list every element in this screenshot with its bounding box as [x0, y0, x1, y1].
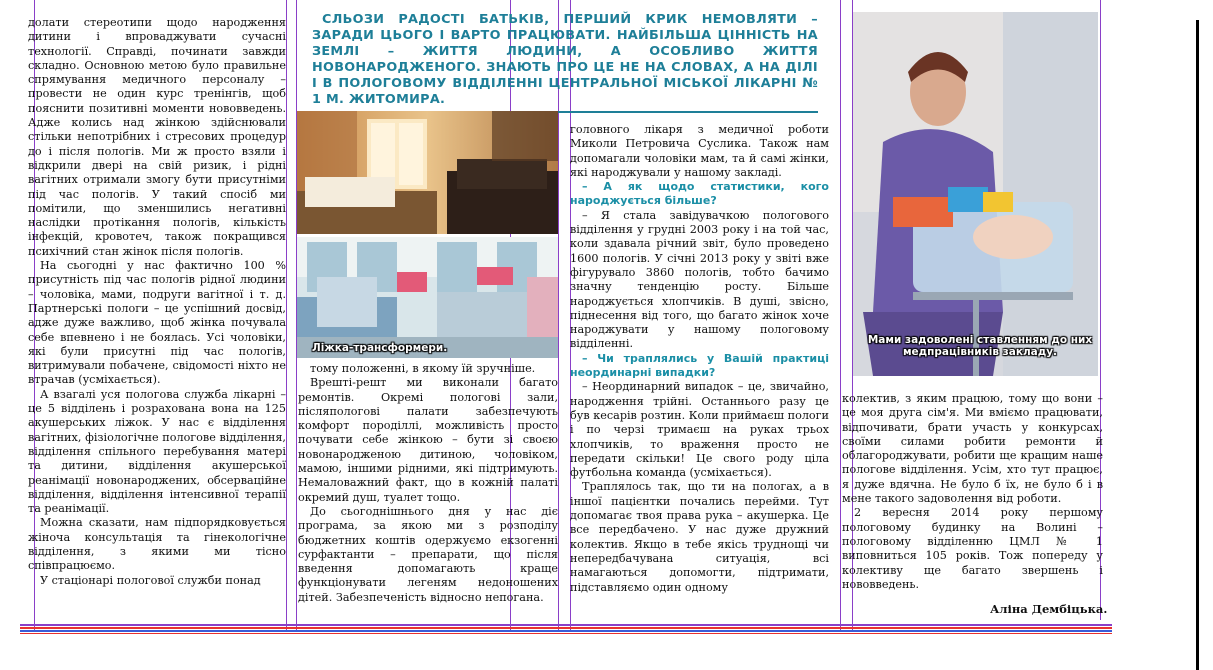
paragraph: Можна сказати, нам підпорядковується жіноча консультація та гінекологічне відділення, з якими ми тісно співпрацюємо.: [28, 516, 286, 573]
bottom-rule: [20, 630, 1112, 632]
interview-question: – Чи траплялись у Вашій практиці неординарні випадки?: [570, 351, 829, 380]
paragraph: головного лікаря з медичної роботи Миколи Петровича Суслика. Також нам допомагали чоловіки мам, та й самі жінки, які народжували у нашому закладі.: [570, 123, 829, 179]
column-3: [570, 123, 829, 595]
paragraph: А взагалі уся пологова служба лікарні – це 5 відділень і розрахована вона на 125 акушерських ліжок. У нас є відділення вагітних, фізіологічне пологове відділення, відділення спільного перебування матері та дитини, відділення акушерської реанімації новонароджених, обсерваційне відділення, відділення інтенсивної терапії та реанімації.: [28, 387, 286, 516]
column-guide: [840, 0, 841, 632]
paragraph: Врешті-решт ми виконали багато ремонтів. Окремі пологові зали, післяпологові палати забезпечують комфорт породіллі, можливість просто почувати себе жінкою – бути зі своєю новонародженою дитиною, чоловіком, мамою, іншими рідними, які підтримують. Немаловажний факт, що в кожній палаті окремий душ, туалет тощо.: [298, 376, 558, 504]
maternity-room-photo: [297, 111, 558, 234]
paragraph: Траплялось так, що ти на пологах, а в іншої пацієнтки почались перейми. Тут допомагає твоя права рука – акушерка. Це все передбачено. У нас дуже дружний колектив. Якщо в тебе якісь труднощі чи непередбачувана ситуація, всі намагаються допомогти, підтримати, підставляємо один одному: [570, 480, 829, 594]
bottom-rule: [20, 627, 1112, 629]
paragraph: – Я стала завідувачкою пологового відділення у грудні 2003 року і на той час, коли здавала річний звіт, було проведено 1600 пологів. У січні 2013 року у звіті вже фігурувало 3860 пологів, тобто бачимо значну тенденцію росту. Більше народжується хлопчиків. В душі, звісно, піднесення від того, що багато жінок хоче народжувати у нашому пологовому відділенні.: [570, 208, 829, 351]
photo-caption: Мами задоволені ставленням до них медпрацівників закладу.: [867, 334, 1093, 358]
bottom-rule: [20, 624, 1112, 626]
page-edge: [1196, 20, 1199, 670]
column-2: [298, 362, 558, 605]
interview-question: – А як щодо статистики, кого народжується більше?: [570, 180, 829, 208]
article-lead: СЛЬОЗИ РАДОСТІ БАТЬКІВ, ПЕРШИЙ КРИК НЕМОВЛЯТИ – ЗАРАДИ ЦЬОГО І ВАРТО ПРАЦЮВАТИ. НАЙБІЛЬША ЦІННІСТЬ НА ЗЕМЛІ – ЖИТТЯ ЛЮДИНИ, А ОСОБЛИВО ЖИТТЯ НОВОНАРОДЖЕНОГО. ЗНАЮТЬ ПРО ЦЕ НЕ НА СЛОВАХ, А НА ДІЛІ І В ПОЛОГОВОМУ ВІДДІЛЕННІ ЦЕНТРАЛЬНОЇ МІСЬКОЇ ЛІКАРНІ № 1 М. ЖИТОМИРА.: [312, 12, 818, 113]
paragraph: До сьогоднішнього дня у нас діє програма, за якою ми з розподілу бюджетних коштів одержуємо екзогенні сурфактанти – препарати, що після введення допомагають краще функціонувати легеням недоношених дітей. Забезпеченість відносно непогана.: [298, 504, 558, 604]
author-signature: Аліна Дембіцька.: [990, 602, 1108, 616]
paragraph: тому положенні, в якому їй зручніше.: [310, 362, 536, 375]
paragraph: У стаціонарі пологової служби понад: [40, 573, 261, 587]
bottom-rule: [20, 633, 1112, 634]
column-guide: [286, 0, 287, 632]
transformer-beds-photo: [297, 237, 558, 358]
paragraph: На сьогодні у нас фактично 100 % присутність під час пологів рідної людини – чоловіка, мами, подруги вагітної і т. д. Партнерські пологи – це успішний досвід, адже дуже важливо, щоб жінка почувала себе впевнено і не боялась. Усі чоловіки, які були присутні під час пологів, витримували побачене, свідомості ніхто не втрачав (усміхається).: [28, 259, 286, 387]
paragraph: колектив, з яким працюю, тому що вони – це моя друга сім'я. Ми вміємо працювати, відпочивати, брати участь у конкурсах, своїми силами робити ремонти й облагороджувати, робити ще кращим наше пологове відділення. Усім, хто тут працює, я дуже вдячна. Не було б їх, не було б і в мене такого задоволення від роботи.: [842, 392, 1103, 506]
photo-caption: Ліжка-трансформери.: [312, 342, 448, 354]
paragraph: 2 вересня 2014 року першому пологовому будинку на Волині – пологовому відділенню ЦМЛ № 1 виповниться 105 років. Тож попереду у колективу ще багато звершень і нововведень.: [842, 506, 1103, 591]
paragraph: долати стереотипи щодо народження дитини і впроваджувати сучасні технології. Справді, починати завжди складно. Основною метою було правильне спрямування медичного персоналу – провести не один курс тренінгів, щоб пояснити позитивні моменти нововведень. Адже колись над жінкою здійснювали стільки непотрібних і стресових процедур до і після пологів. Ми ж просто взяли і відкрили двері на свій ризик, і рідні вагітних отримали змогу бути присутніми під час пологів. У такий спосіб ми помітили, що зменшились негативні наслідки протікання пологів, кількість інфекцій, кровотеч, також покращився психічний стан жінок після пологів.: [28, 16, 286, 258]
mother-with-newborn-photo: [853, 12, 1098, 376]
column-4: [842, 392, 1103, 592]
column-1: [28, 16, 286, 588]
paragraph: – Неординарний випадок – це, звичайно, народження трійні. Останнього разу це був кесарів розтин. Коли приймаєш пологи і по черзі тримаєш на руках трьох хлопчиків, то враження просто не передати скільки! Це свого роду ціла футбольна команда (усміхається).: [570, 380, 829, 480]
